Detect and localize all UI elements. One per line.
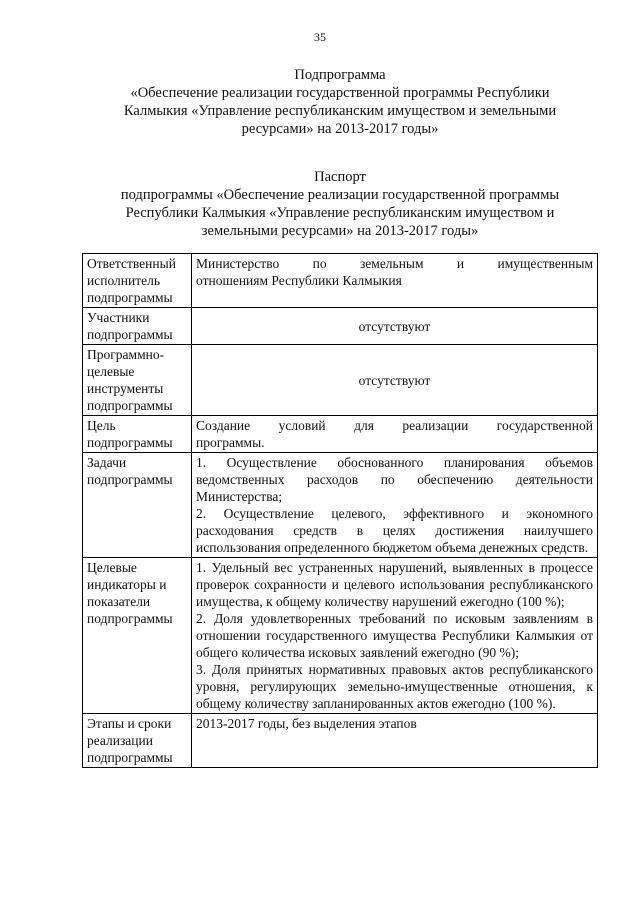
value-line: отношениям Республики Калмыкия bbox=[196, 273, 402, 288]
passport-table bbox=[82, 253, 598, 768]
row-value bbox=[192, 416, 598, 453]
table-row bbox=[83, 558, 598, 714]
subprogram-heading-line: ресурсами» на 2013-2017 годы» bbox=[241, 121, 439, 137]
table-row bbox=[83, 308, 598, 345]
label-line: индикаторы и bbox=[87, 577, 167, 592]
row-value bbox=[192, 254, 598, 308]
row-label bbox=[83, 254, 192, 308]
label-line: подпрограммы bbox=[87, 290, 173, 305]
label-line: Ответственный bbox=[87, 256, 176, 271]
row-value bbox=[192, 714, 598, 768]
value-line: программы. bbox=[196, 435, 265, 450]
label-line: подпрограммы bbox=[87, 398, 173, 413]
row-value bbox=[192, 453, 598, 558]
subprogram-heading-line: Подпрограмма bbox=[294, 67, 386, 83]
table-row bbox=[83, 714, 598, 768]
row-value bbox=[192, 345, 598, 416]
subprogram-heading-line: Калмыкия «Управление республиканским имуществом и земельными bbox=[123, 103, 557, 119]
value-line: Создание условий для реализации государственной bbox=[196, 418, 593, 433]
label-line: подпрограммы bbox=[87, 435, 173, 450]
row-label bbox=[83, 416, 192, 453]
value-line: 2013-2017 годы, без выделения этапов bbox=[196, 716, 417, 731]
row-value bbox=[192, 308, 598, 345]
value-paragraph: 2. Осуществление целевого, эффективного и экономного расходования средств в целях достижения наилучшего использования определенного бюджетом объема денежных средств. bbox=[196, 506, 593, 555]
passport-heading bbox=[60, 168, 620, 240]
label-line: подпрограммы bbox=[87, 327, 173, 342]
label-line: исполнитель bbox=[87, 273, 160, 288]
label-line: подпрограммы bbox=[87, 611, 173, 626]
label-line: подпрограммы bbox=[87, 750, 173, 765]
value-line: отсутствуют bbox=[358, 372, 431, 388]
label-line: Задачи bbox=[87, 455, 127, 470]
value-paragraph: 1. Осуществление обоснованного планирования объемов ведомственных расходов по обеспечению деятельности Министерства; bbox=[196, 455, 593, 504]
label-line: Программно- bbox=[87, 347, 165, 362]
table-row bbox=[83, 254, 598, 308]
label-line: Этапы и сроки bbox=[87, 716, 172, 731]
value-line: отсутствуют bbox=[358, 318, 431, 334]
row-label bbox=[83, 714, 192, 768]
passport-heading-line: Республики Калмыкия «Управление республиканским имуществом и bbox=[125, 205, 555, 221]
row-label bbox=[83, 345, 192, 416]
row-label bbox=[83, 308, 192, 345]
page-number: 35 bbox=[314, 30, 326, 44]
value-line: Министерство по земельным и имущественным bbox=[196, 256, 593, 271]
label-line: инструменты bbox=[87, 381, 164, 396]
label-line: показатели bbox=[87, 594, 151, 609]
passport-heading-line: земельными ресурсами» на 2013-2017 годы» bbox=[201, 223, 479, 239]
passport-heading-line: Паспорт bbox=[314, 169, 366, 185]
value-paragraph: 3. Доля принятых нормативных правовых актов республиканского уровня, регулирующих земельно-имущественные отношения, к общему количеству запланированных актов ежегодно (100 %). bbox=[196, 662, 593, 711]
table-row bbox=[83, 345, 598, 416]
table-row bbox=[83, 416, 598, 453]
subprogram-heading-line: «Обеспечение реализации государственной программы Республики bbox=[130, 85, 550, 101]
label-line: целевые bbox=[87, 364, 135, 379]
label-line: Цель bbox=[87, 418, 116, 433]
row-label bbox=[83, 558, 192, 714]
label-line: Целевые bbox=[87, 560, 137, 575]
row-label bbox=[83, 453, 192, 558]
passport-heading-line: подпрограммы «Обеспечение реализации государственной программы bbox=[120, 187, 560, 203]
row-value bbox=[192, 558, 598, 714]
table-row bbox=[83, 453, 598, 558]
label-line: Участники bbox=[87, 310, 150, 325]
label-line: подпрограммы bbox=[87, 472, 173, 487]
label-line: реализации bbox=[87, 733, 153, 748]
subprogram-heading bbox=[60, 66, 620, 138]
value-paragraph: 1. Удельный вес устраненных нарушений, выявленных в процессе проверок сохранности и целевого использования республиканского имущества, к общему количеству нарушений ежегодно (100 %); bbox=[196, 560, 593, 609]
value-paragraph: 2. Доля удовлетворенных требований по исковым заявлениям в отношении государственного имущества Республики Калмыкия от общего количества исковых заявлений ежегодно (90 %); bbox=[196, 611, 593, 660]
